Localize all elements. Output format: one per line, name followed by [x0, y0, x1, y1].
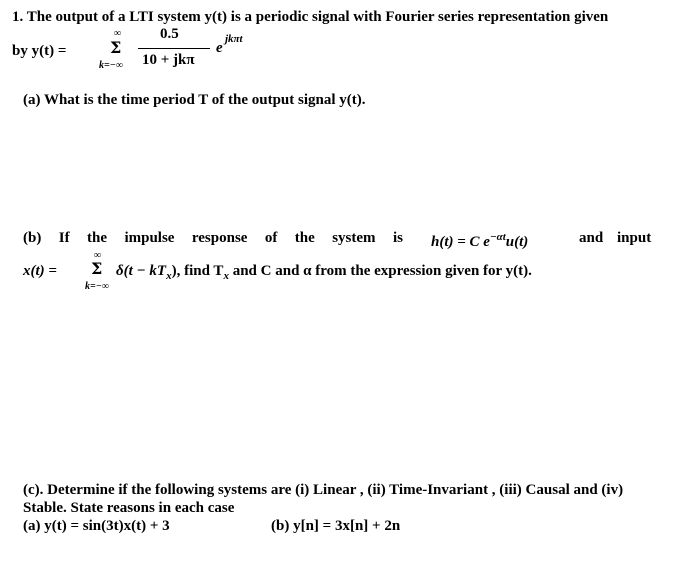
word: If	[58, 230, 70, 246]
word: (b)	[23, 230, 42, 246]
word: system	[332, 230, 376, 246]
sum-lower-limit-b: k=−∞	[85, 281, 109, 292]
part-c-line2: Stable. State reasons in each case	[23, 500, 235, 516]
part-b-line1-words	[23, 230, 403, 247]
sum-lower-limit: k=−∞	[99, 60, 123, 71]
word: the	[87, 230, 108, 246]
word: is	[392, 230, 403, 246]
part-c-line1: (c). Determine if the following systems are (i) Linear , (ii) Time-Invariant , (iii) Causal and (iv)	[23, 482, 624, 498]
word: response	[191, 230, 248, 246]
sum-upper-limit-b: ∞	[94, 250, 102, 261]
exponential-power: jkπt	[225, 33, 243, 45]
word: of	[264, 230, 278, 246]
summation-sign: Σ	[110, 38, 122, 57]
input-word: input	[617, 230, 652, 246]
fraction-numerator: 0.5	[160, 26, 179, 42]
system-a: (a) y(t) = sin(3t)x(t) + 3	[23, 518, 170, 534]
by-prefix: by y(t) =	[12, 43, 67, 59]
summation-sign-b: Σ	[91, 259, 103, 278]
word: the	[294, 230, 315, 246]
and-word: and	[579, 230, 604, 246]
input-signal-prefix: x(t) =	[23, 263, 57, 279]
sum-upper-limit: ∞	[114, 28, 122, 39]
fraction-bar	[138, 48, 210, 49]
question-1-intro: 1. The output of a LTI system y(t) is a periodic signal with Fourier series representation given	[12, 9, 609, 25]
exponential-base: e	[216, 40, 223, 56]
part-b-delta-and-question: $\delta(t - kT_x)$, find $T_x$ and C and α from the expression given for y(t).	[116, 263, 532, 282]
part-a-question: (a) What is the time period T of the output signal y(t).	[23, 92, 366, 108]
impulse-response-expression: h(t) = C $e^{-\alpha t}u(t)$	[431, 231, 529, 250]
word: impulse	[124, 230, 175, 246]
fraction-denominator: 10 + jkπ	[142, 52, 195, 68]
system-b: (b) y[n] = 3x[n] + 2n	[271, 518, 401, 534]
